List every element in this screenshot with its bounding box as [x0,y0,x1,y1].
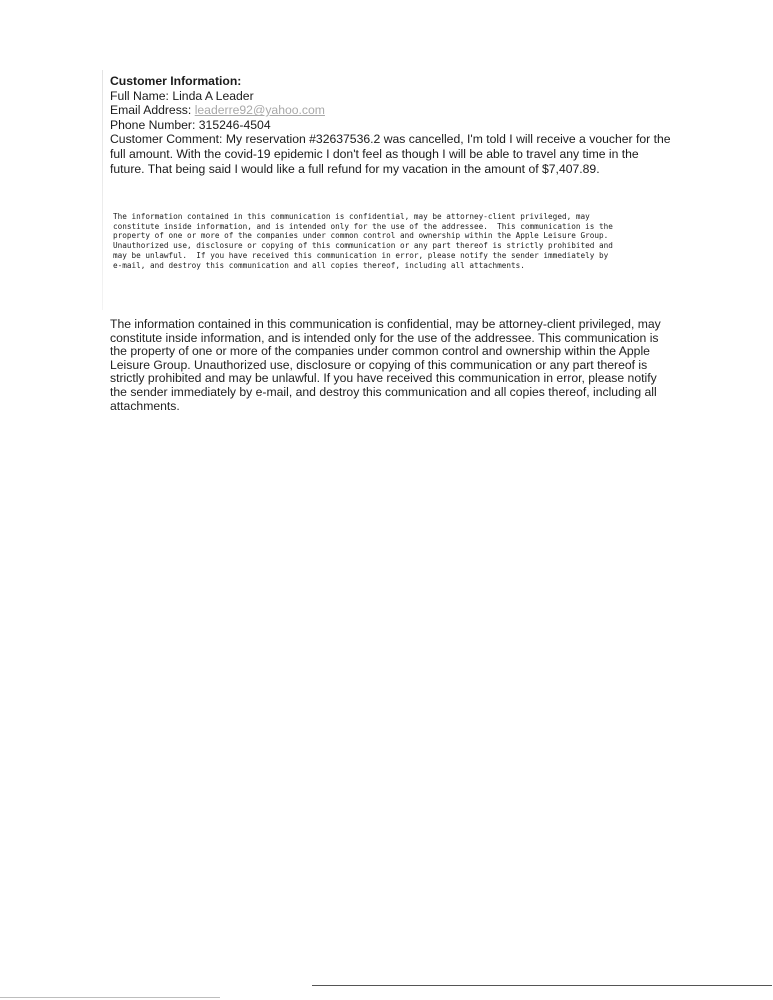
email-link[interactable]: leaderre92@yahoo.com [194,103,325,118]
confidentiality-notice: The information contained in this communication is confidential, may be attorney-client privileged, may constitute inside information, and is intended only for the use of the addressee. This communication is the property of one or more of the companies under common control and ownership within the Apple Leisure Group. Unauthorized use, disclosure or copying of this communication or any part thereof is strictly prohibited and may be unlawful. If you have received this communication in error, please notify the sender immediately by e-mail, and destroy this communication and all copies thereof, including all attachments. [110,317,661,413]
left-margin-line [102,70,103,310]
comment-label: Customer Comment: [110,132,223,147]
phone-label: Phone Number: [110,117,196,132]
footer-rule-left [0,997,220,998]
full-name-value: Linda A Leader [172,88,254,103]
email-label: Email Address: [110,103,192,118]
full-name-label: Full Name: [110,88,169,103]
phone-value: 315246-4504 [198,117,271,132]
phone-line [110,118,690,133]
confidentiality-notice-monospace: The information contained in this communication is confidential, may be attorney-client privileged, may constitute inside information, and is intended only for the use of the addressee. This communication is the property of one or more of the companies under common control and ownership within the Apple Leisure Group. Unauthorized use, disclosure or copying of this communication or any part thereof is strictly prohibited and may be unlawful. If you have received this communication in error, please notify the sender immediately by e-mail, and destroy this communication and all copies thereof, including all attachments. [113,212,613,270]
footer-rule [312,985,772,986]
customer-information-heading: Customer Information: [110,74,242,88]
comment-text: My reservation #32637536.2 was cancelled, I'm told I will receive a voucher for the full amount. With the covid-19 epidemic I don't feel as though I will be able to travel any time in the future. That being said I would like a full refund for my vacation in the amount of $7,407.89. [110,132,671,176]
customer-information-block [110,74,690,176]
customer-comment [110,132,675,176]
full-name-line [110,89,690,104]
email-line [110,103,690,118]
